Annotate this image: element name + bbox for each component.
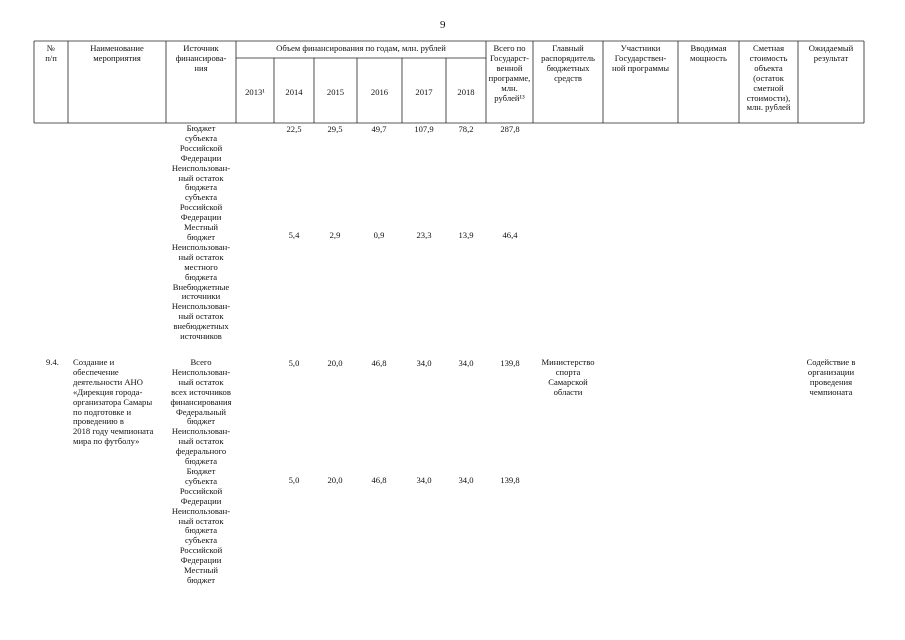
item-name: Создание и обеспечение деятельности АНО «Дирекция города- организатора Самары по подготовке и проведению в 2018 году чемпионата мира по футболу» (73, 357, 154, 447)
header-source: Источник финансирова- ния (175, 43, 227, 73)
value-cell: 23,3 (416, 230, 432, 240)
value-cell: 107,9 (414, 124, 434, 134)
value-cell: 34,0 (416, 475, 432, 485)
header-volume: Объем финансирования по годам, млн. рублей (276, 43, 446, 53)
header-distributor: Главный распорядитель бюджетных средств (541, 43, 595, 83)
value-cell: 5,4 (288, 230, 300, 240)
header-name: Наименование мероприятия (90, 43, 144, 63)
value-cell: 78,2 (458, 124, 474, 134)
value-cell: 13,9 (458, 230, 474, 240)
header-participants: Участники Государствен- ной программы (611, 43, 670, 73)
value-cell: 29,5 (327, 124, 343, 134)
value-cell: 34,0 (458, 358, 474, 368)
value-cell: 49,7 (371, 124, 387, 134)
item-number: 9.4. (46, 357, 59, 367)
header-total: Всего по Государст- венной программе, млн. рублей¹³ (488, 43, 531, 103)
value-cell: 22,5 (286, 124, 302, 134)
value-cell: 287,8 (500, 124, 520, 134)
value-cell: 139,8 (500, 475, 520, 485)
page-number: 9 (440, 19, 446, 31)
year-2014: 2014 (285, 87, 303, 97)
value-cell: 139,8 (500, 358, 520, 368)
value-cell: 20,0 (327, 475, 343, 485)
value-cell: 46,4 (502, 230, 518, 240)
item-distributor: Министерство спорта Самарской области (541, 357, 595, 397)
value-cell: 5,0 (288, 358, 300, 368)
value-cell: 5,0 (288, 475, 300, 485)
year-2016: 2016 (370, 87, 389, 97)
header-number: № п/п (45, 43, 57, 63)
year-2013: 2013¹ (245, 87, 265, 97)
value-cell: 0,9 (373, 230, 385, 240)
header-capacity: Вводимая мощность (690, 43, 727, 63)
value-cell: 2,9 (329, 230, 341, 240)
header-cost: Сметная стоимость объекта (остаток сметной стоимости), млн. рублей (746, 43, 791, 113)
header-result: Ожидаемый результат (808, 43, 854, 63)
sources-upper: Бюджет субъекта Российской Федерации Неиспользован- ный остаток бюджета субъекта Российской Федерации Местный бюджет Неиспользован- ный остаток местного бюджета Внебюджетные источники Неиспользован- ный остаток внебюджетных источников (171, 123, 231, 342)
value-cell: 34,0 (458, 475, 474, 485)
year-2018: 2018 (457, 87, 475, 97)
sources-lower: Всего Неиспользован- ный остаток всех источников финансирования Федеральный бюджет Неиспользован- ный остаток федерального бюджета Бюджет субъекта Российской Федерации Неиспользован- ный остаток бюджета субъекта Российской Федерации Местный бюджет (170, 357, 232, 585)
year-2017: 2017 (415, 87, 433, 97)
value-cell: 46,8 (371, 358, 387, 368)
value-cell: 46,8 (371, 475, 387, 485)
item-result: Содействие в организации проведения чемпионата (806, 357, 856, 397)
value-cell: 34,0 (416, 358, 432, 368)
value-cell: 20,0 (327, 358, 343, 368)
year-2015: 2015 (326, 87, 345, 97)
